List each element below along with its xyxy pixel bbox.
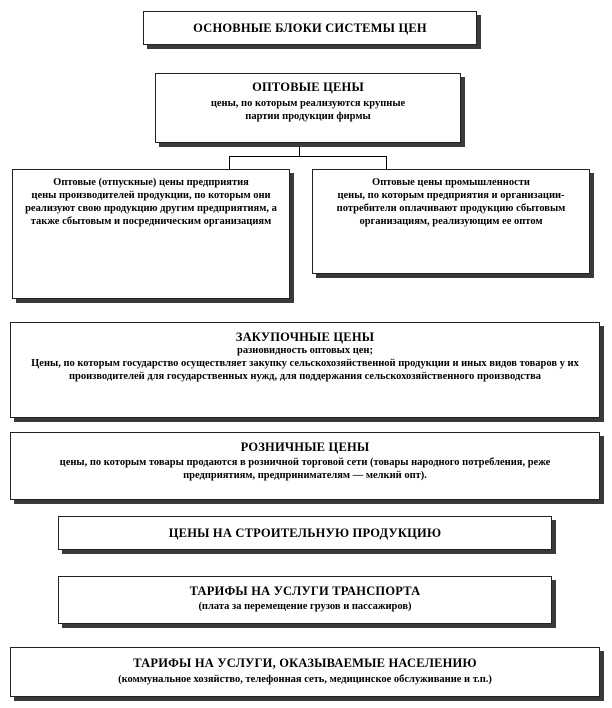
wholesale-enterprise-box — [12, 169, 290, 299]
retail-box — [10, 432, 600, 500]
main-title: ОСНОВНЫЕ БЛОКИ СИСТЕМЫ ЦЕН — [193, 21, 427, 35]
services-box — [10, 647, 600, 697]
purchase-sub: разновидность оптовых цен; — [237, 345, 373, 356]
wholesale-enterprise-desc: цены производителей продукции, по которым они реализуют свою продукцию другим предприятиям, а также сбытовым и посредническим организациям — [25, 190, 277, 227]
transport-desc: (плата за перемещение грузов и пассажиров) — [198, 601, 412, 612]
wholesale-desc: цены, по которым реализуются крупные партии продукции фирмы — [210, 98, 406, 122]
wholesale-industry-title: Оптовые цены промышленности — [372, 177, 530, 188]
connector-left-drop — [229, 156, 230, 169]
construction-title: ЦЕНЫ НА СТРОИТЕЛЬНУЮ ПРОДУКЦИЮ — [168, 526, 442, 540]
transport-box — [58, 576, 552, 624]
services-desc: (коммунальное хозяйство, телефонная сеть, медицинское обслуживание и т.п.) — [118, 674, 492, 685]
wholesale-industry-desc: цены, по которым предприятия и организации-потребители оплачивают продукцию сбытовым организациям, реализующим ее оптом — [336, 190, 566, 227]
connector-right-drop — [386, 156, 387, 169]
wholesale-title: ОПТОВЫЕ ЦЕНЫ — [252, 80, 364, 94]
services-title: ТАРИФЫ НА УСЛУГИ, ОКАЗЫВАЕМЫЕ НАСЕЛЕНИЮ — [133, 656, 477, 670]
purchase-box — [10, 322, 600, 418]
retail-title: РОЗНИЧНЫЕ ЦЕНЫ — [240, 440, 370, 454]
wholesale-box — [155, 73, 461, 143]
purchase-title: ЗАКУПОЧНЫЕ ЦЕНЫ — [235, 330, 375, 344]
transport-title: ТАРИФЫ НА УСЛУГИ ТРАНСПОРТА — [189, 584, 421, 598]
construction-box — [58, 516, 552, 550]
main-title-box — [143, 11, 477, 45]
purchase-desc: Цены, по которым государство осуществляет закупку сельскохозяйственной продукции и иных видов товаров у их производителей для государственных нужд, для поддержания сельскохозяйственного производства — [31, 358, 579, 382]
wholesale-industry-box — [312, 169, 590, 274]
connector-horizontal — [229, 156, 387, 157]
retail-desc: цены, по которым товары продаются в розничной торговой сети (товары народного потребления, реже предприятиям, предпринимателям — мелкий опт). — [59, 457, 551, 481]
wholesale-enterprise-title: Оптовые (отпускные) цены предприятия — [53, 177, 249, 188]
